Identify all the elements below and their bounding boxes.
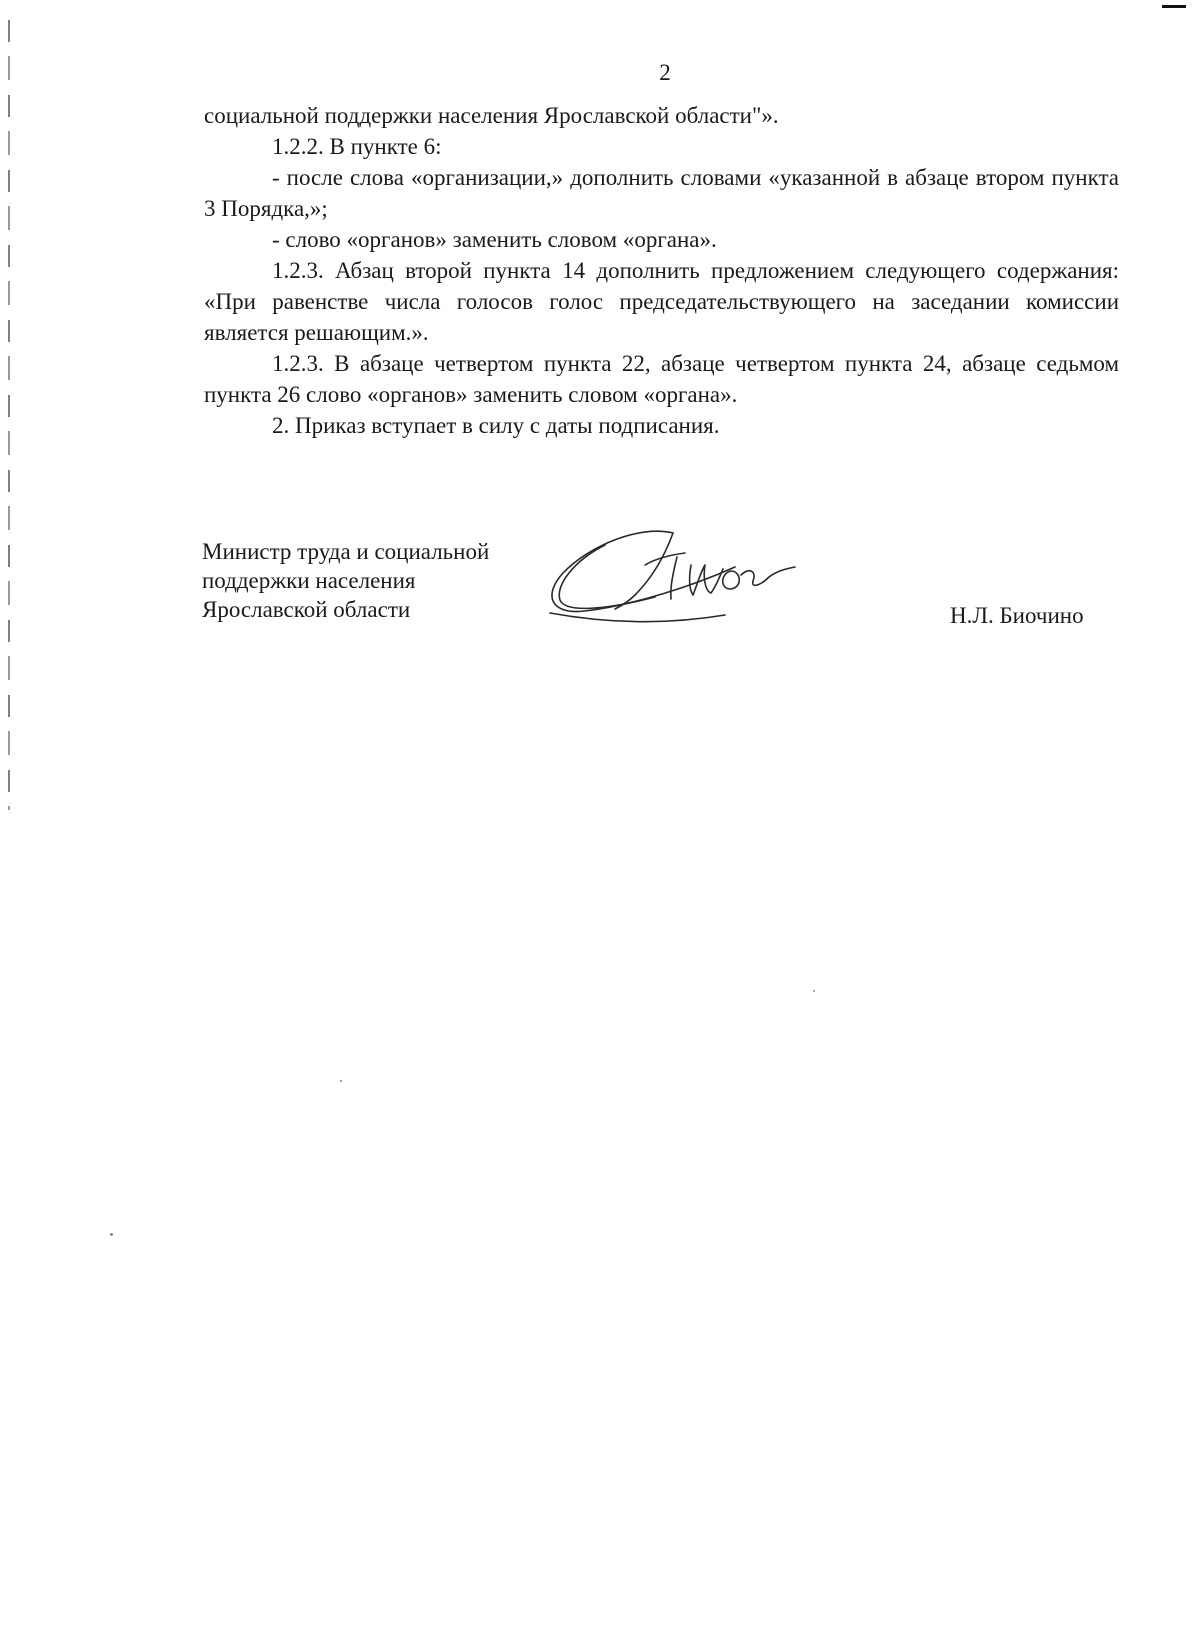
scan-mark-artifact xyxy=(1162,5,1186,8)
signatory-name: Н.Л. Биочино xyxy=(950,603,1084,628)
signature-icon xyxy=(545,515,815,630)
signatory-title-line: Министр труда и социальной xyxy=(202,539,490,564)
page-number: 2 xyxy=(659,60,671,85)
paragraph-clause-1-2-3-second: 1.2.3. В абзаце четвертом пункта 22, абзаце четвертом пункта 24, абзаце седьмом пункта 26 слово «органов» заменить словом «органа». xyxy=(204,351,1119,407)
paragraph-clause-item: - слово «органов» заменить словом «органа». xyxy=(272,227,717,252)
document-body xyxy=(204,100,1119,441)
scan-speck xyxy=(340,1080,342,1082)
paragraph-effective-date: 2. Приказ вступает в силу с даты подписания. xyxy=(272,413,720,438)
signatory-title-line: Ярославской области xyxy=(202,597,411,622)
signatory-title-line: поддержки населения xyxy=(202,568,416,593)
signatory-title xyxy=(202,537,582,624)
scan-edge-artifact xyxy=(8,20,10,810)
paragraph-clause-1-2-3: 1.2.3. Абзац второй пункта 14 дополнить предложением следующего содержания: «При равенстве числа голосов голос председательствующего на заседании комиссии является решающим.». xyxy=(204,258,1119,345)
scan-speck xyxy=(110,1233,113,1236)
paragraph-continuation: социальной поддержки населения Ярославской области"». xyxy=(204,103,779,128)
paragraph-clause-item: - после слова «организации,» дополнить словами «указанной в абзаце втором пункта 3 Порядка,»; xyxy=(204,165,1119,221)
paragraph-clause-1-2-2: 1.2.2. В пункте 6: xyxy=(272,134,442,159)
scan-speck xyxy=(813,990,815,992)
